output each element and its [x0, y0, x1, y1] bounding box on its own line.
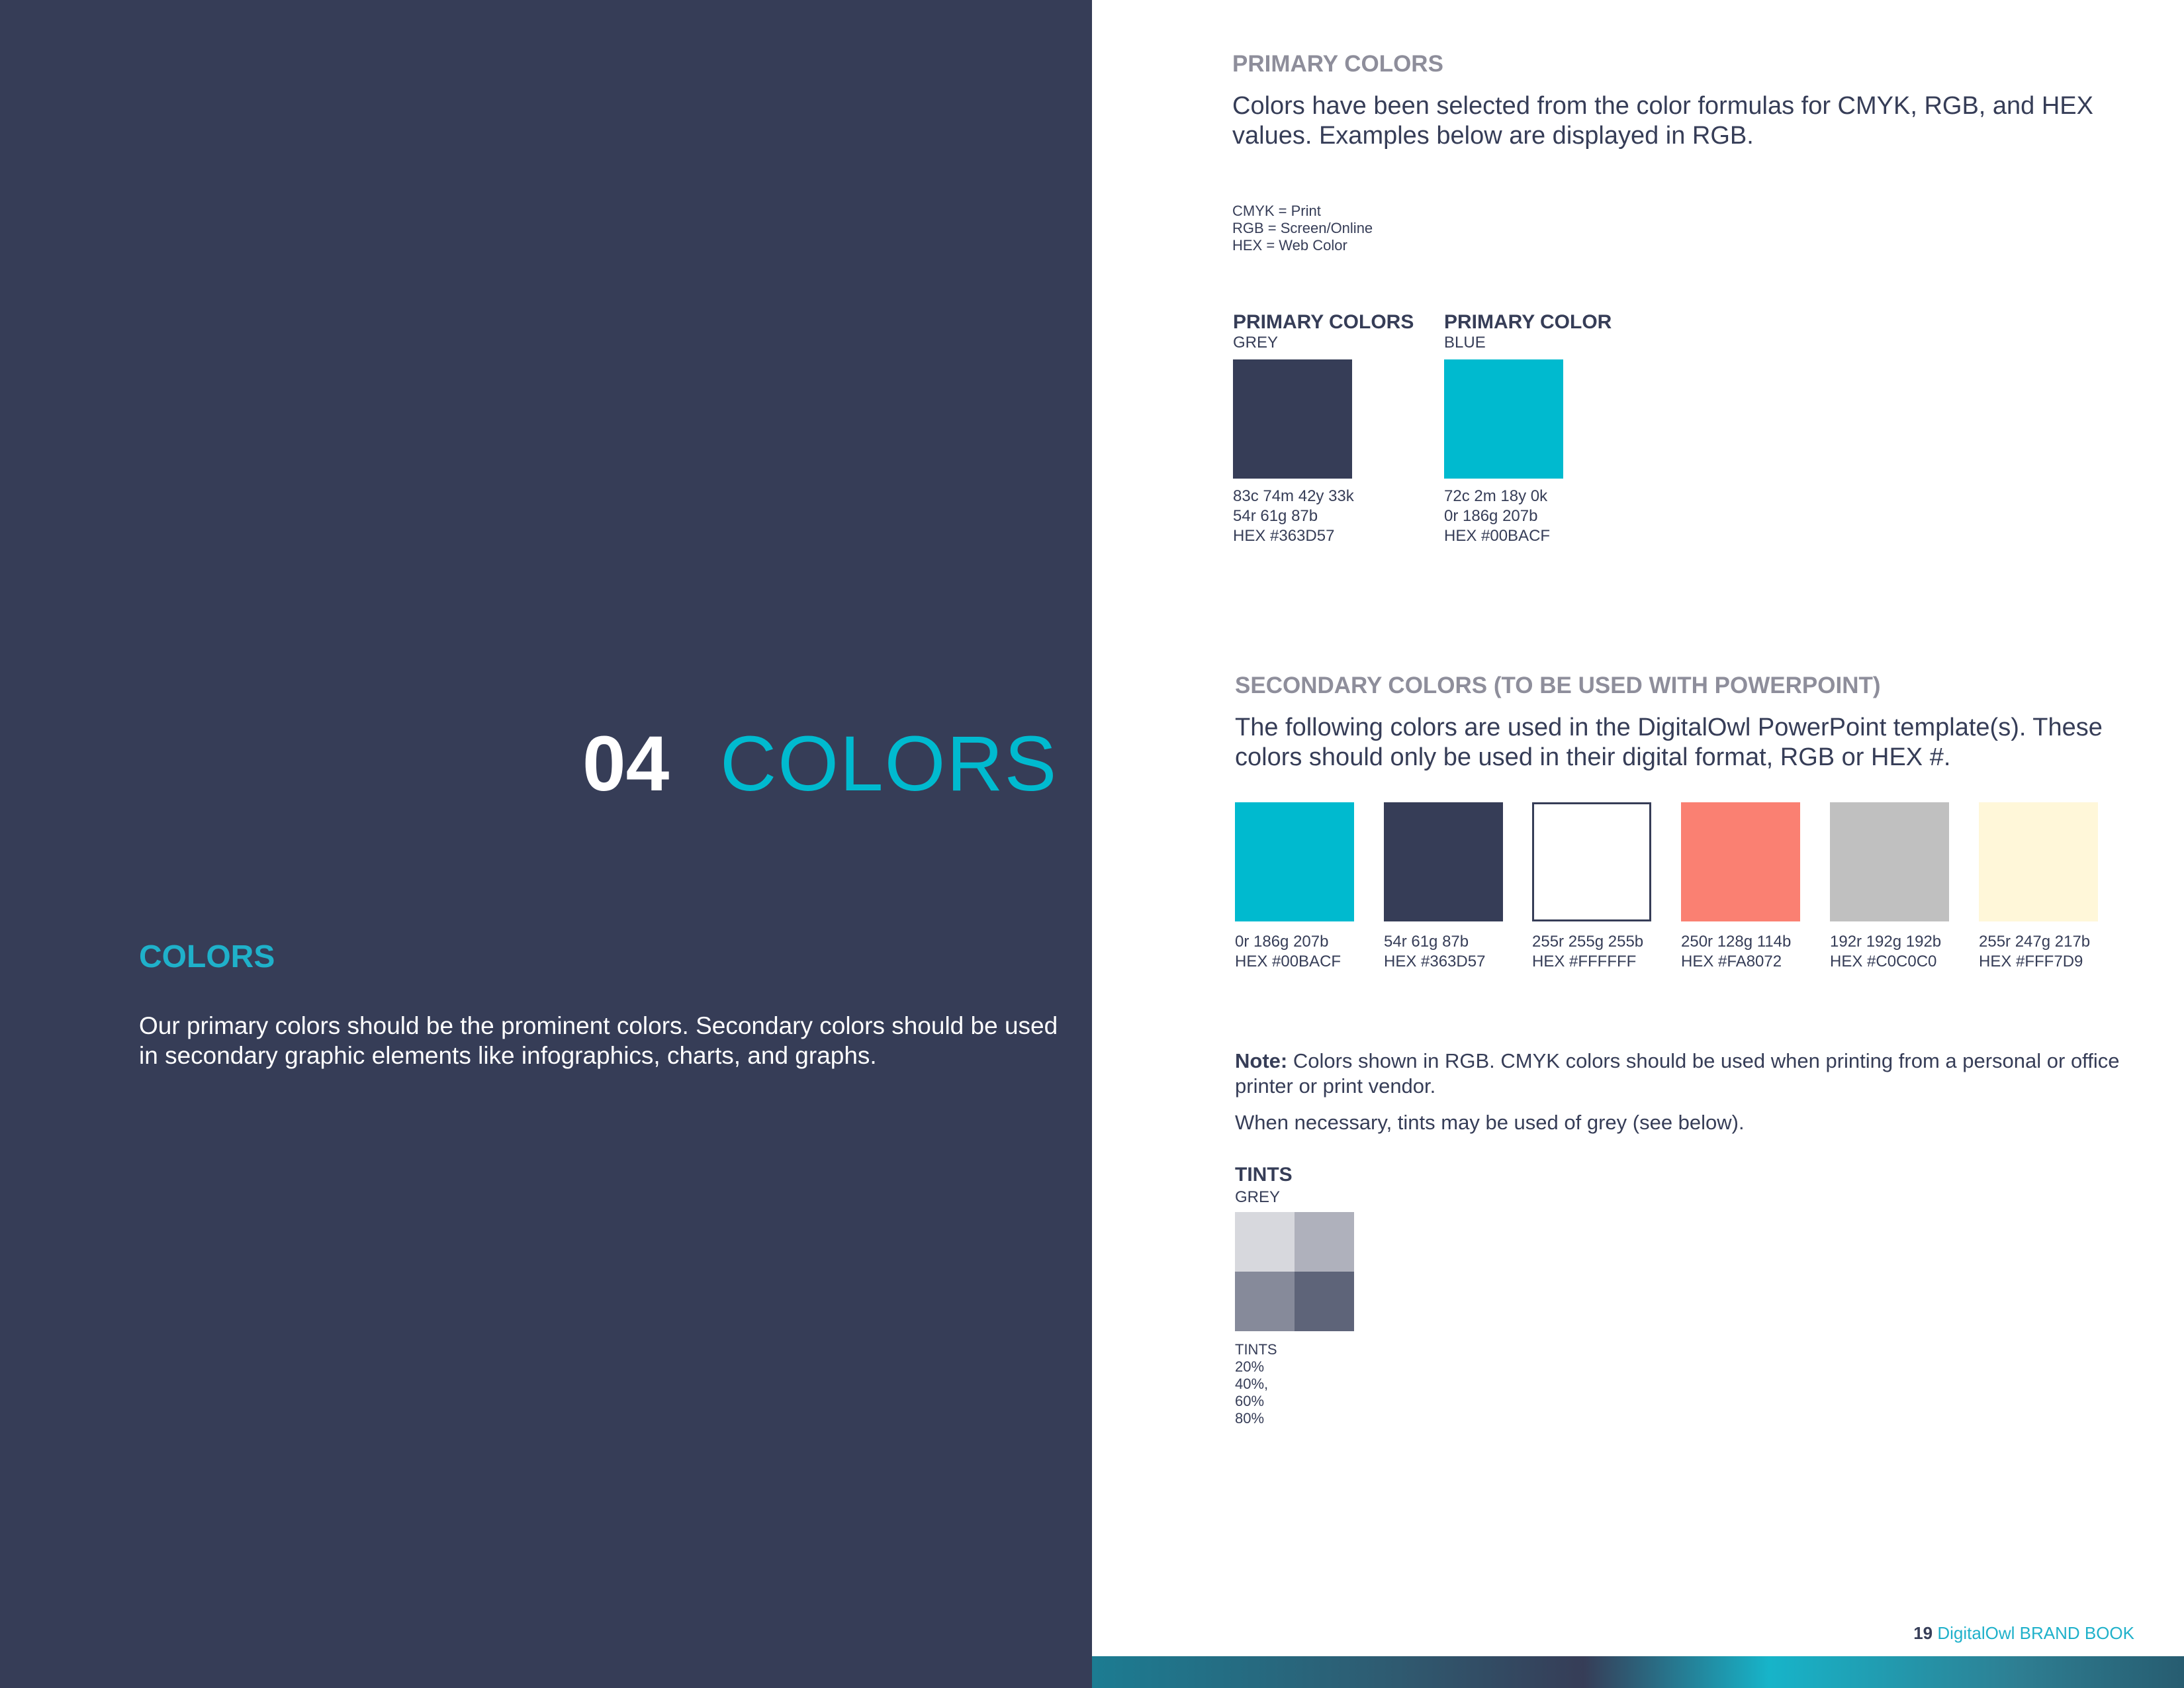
tints-label — [1235, 1341, 1277, 1427]
color-swatch — [1830, 802, 1949, 921]
color-swatch — [1979, 802, 2098, 921]
color-swatch — [1233, 359, 1352, 479]
tint-60-cell — [1235, 1272, 1295, 1331]
rgb-value: 0r 186g 207b — [1444, 507, 1538, 525]
swatch-subtitle: BLUE — [1444, 334, 1486, 352]
rgb-value: 255r 247g 217b — [1979, 933, 2091, 951]
legend-cmyk: CMYK = Print — [1232, 203, 1321, 219]
page-footer — [1913, 1623, 2134, 1644]
secondary-swatch — [1384, 802, 1503, 972]
tints-label-line: 20% — [1235, 1358, 1265, 1375]
legend-rgb: RGB = Screen/Online — [1232, 220, 1373, 236]
primary-swatch-grey — [1233, 311, 1414, 546]
tint-80-cell — [1295, 1272, 1354, 1331]
hex-value: HEX #FFFFFF — [1532, 953, 1637, 970]
legend-hex: HEX = Web Color — [1232, 237, 1347, 254]
hex-value: HEX #00BACF — [1235, 953, 1342, 970]
tints-label-line: 40%, — [1235, 1376, 1269, 1392]
tint-40-cell — [1295, 1212, 1354, 1272]
color-spec — [1830, 932, 1949, 972]
color-spec — [1532, 932, 1651, 972]
secondary-swatch — [1681, 802, 1800, 972]
color-swatch — [1532, 802, 1651, 921]
chapter-title: COLORS — [720, 720, 1058, 808]
hex-value: HEX #FA8072 — [1681, 953, 1782, 970]
brand-name: DigitalOwl BRAND BOOK — [1937, 1623, 2134, 1643]
rgb-value: 250r 128g 114b — [1681, 933, 1792, 951]
tints-label-line: 60% — [1235, 1393, 1265, 1409]
color-legend — [1232, 203, 1373, 254]
color-swatch — [1444, 359, 1563, 479]
color-spec — [1681, 932, 1800, 972]
primary-colors-heading: PRIMARY COLORS — [1232, 51, 1443, 77]
secondary-swatch — [1235, 802, 1354, 972]
swatch-title: PRIMARY COLOR — [1444, 311, 1612, 333]
chapter-number: 04 — [582, 720, 670, 808]
footer-gradient-band — [1092, 1656, 2184, 1688]
page-number: 19 — [1913, 1623, 1933, 1643]
secondary-swatch — [1979, 802, 2098, 972]
right-page — [1092, 0, 2184, 1688]
secondary-colors-intro: The following colors are used in the DigitalOwl PowerPoint template(s). These colors should only be used in their digital format, RGB or HEX #. — [1235, 714, 2103, 771]
color-swatch — [1681, 802, 1800, 921]
rgb-value: 0r 186g 207b — [1235, 933, 1329, 951]
secondary-swatch — [1830, 802, 1949, 972]
hex-value: HEX #363D57 — [1384, 953, 1486, 970]
hex-value: HEX #C0C0C0 — [1830, 953, 1937, 970]
color-swatch — [1235, 802, 1354, 921]
hex-value: HEX #363D57 — [1233, 527, 1335, 545]
tints-subtitle: GREY — [1235, 1188, 1281, 1206]
tints-grid — [1235, 1212, 1354, 1331]
tints-title: TINTS — [1235, 1164, 1293, 1186]
note-paragraph — [1235, 1049, 2148, 1099]
rgb-value: 54r 61g 87b — [1384, 933, 1469, 951]
secondary-swatch — [1532, 802, 1651, 972]
color-spec — [1384, 932, 1503, 972]
note-text: Colors shown in RGB. CMYK colors should be used when printing from a personal or office printer or print vendor. — [1235, 1049, 2120, 1098]
hex-value: HEX #00BACF — [1444, 527, 1551, 545]
tints-label-line: TINTS — [1235, 1341, 1277, 1358]
color-swatch — [1384, 802, 1503, 921]
tints-label-line: 80% — [1235, 1410, 1265, 1427]
tints-note: When necessary, tints may be used of grey (see below). — [1235, 1111, 1745, 1134]
primary-colors-intro: Colors have been selected from the color formulas for CMYK, RGB, and HEX values. Examples below are displayed in RGB. — [1232, 92, 2093, 150]
rgb-value: 255r 255g 255b — [1532, 933, 1644, 951]
colors-heading: COLORS — [139, 939, 275, 974]
color-spec — [1979, 932, 2098, 972]
color-spec — [1235, 932, 1354, 972]
cmyk-value: 83c 74m 42y 33k — [1233, 487, 1354, 505]
color-spec — [1233, 487, 1414, 546]
colors-intro-text: Our primary colors should be the prominent colors. Secondary colors should be used in secondary graphic elements like infographics, charts, and graphs. — [139, 1012, 1058, 1069]
swatch-title: PRIMARY COLORS — [1233, 311, 1414, 333]
note-label: Note: — [1235, 1049, 1288, 1072]
tint-20-cell — [1235, 1212, 1295, 1272]
hex-value: HEX #FFF7D9 — [1979, 953, 2083, 970]
color-spec — [1444, 487, 1612, 546]
primary-swatch-blue — [1444, 311, 1612, 546]
swatch-subtitle: GREY — [1233, 334, 1279, 352]
cmyk-value: 72c 2m 18y 0k — [1444, 487, 1548, 505]
secondary-colors-heading: SECONDARY COLORS (TO BE USED WITH POWERPOINT) — [1235, 673, 1881, 698]
rgb-value: 54r 61g 87b — [1233, 507, 1318, 525]
rgb-value: 192r 192g 192b — [1830, 933, 1942, 951]
